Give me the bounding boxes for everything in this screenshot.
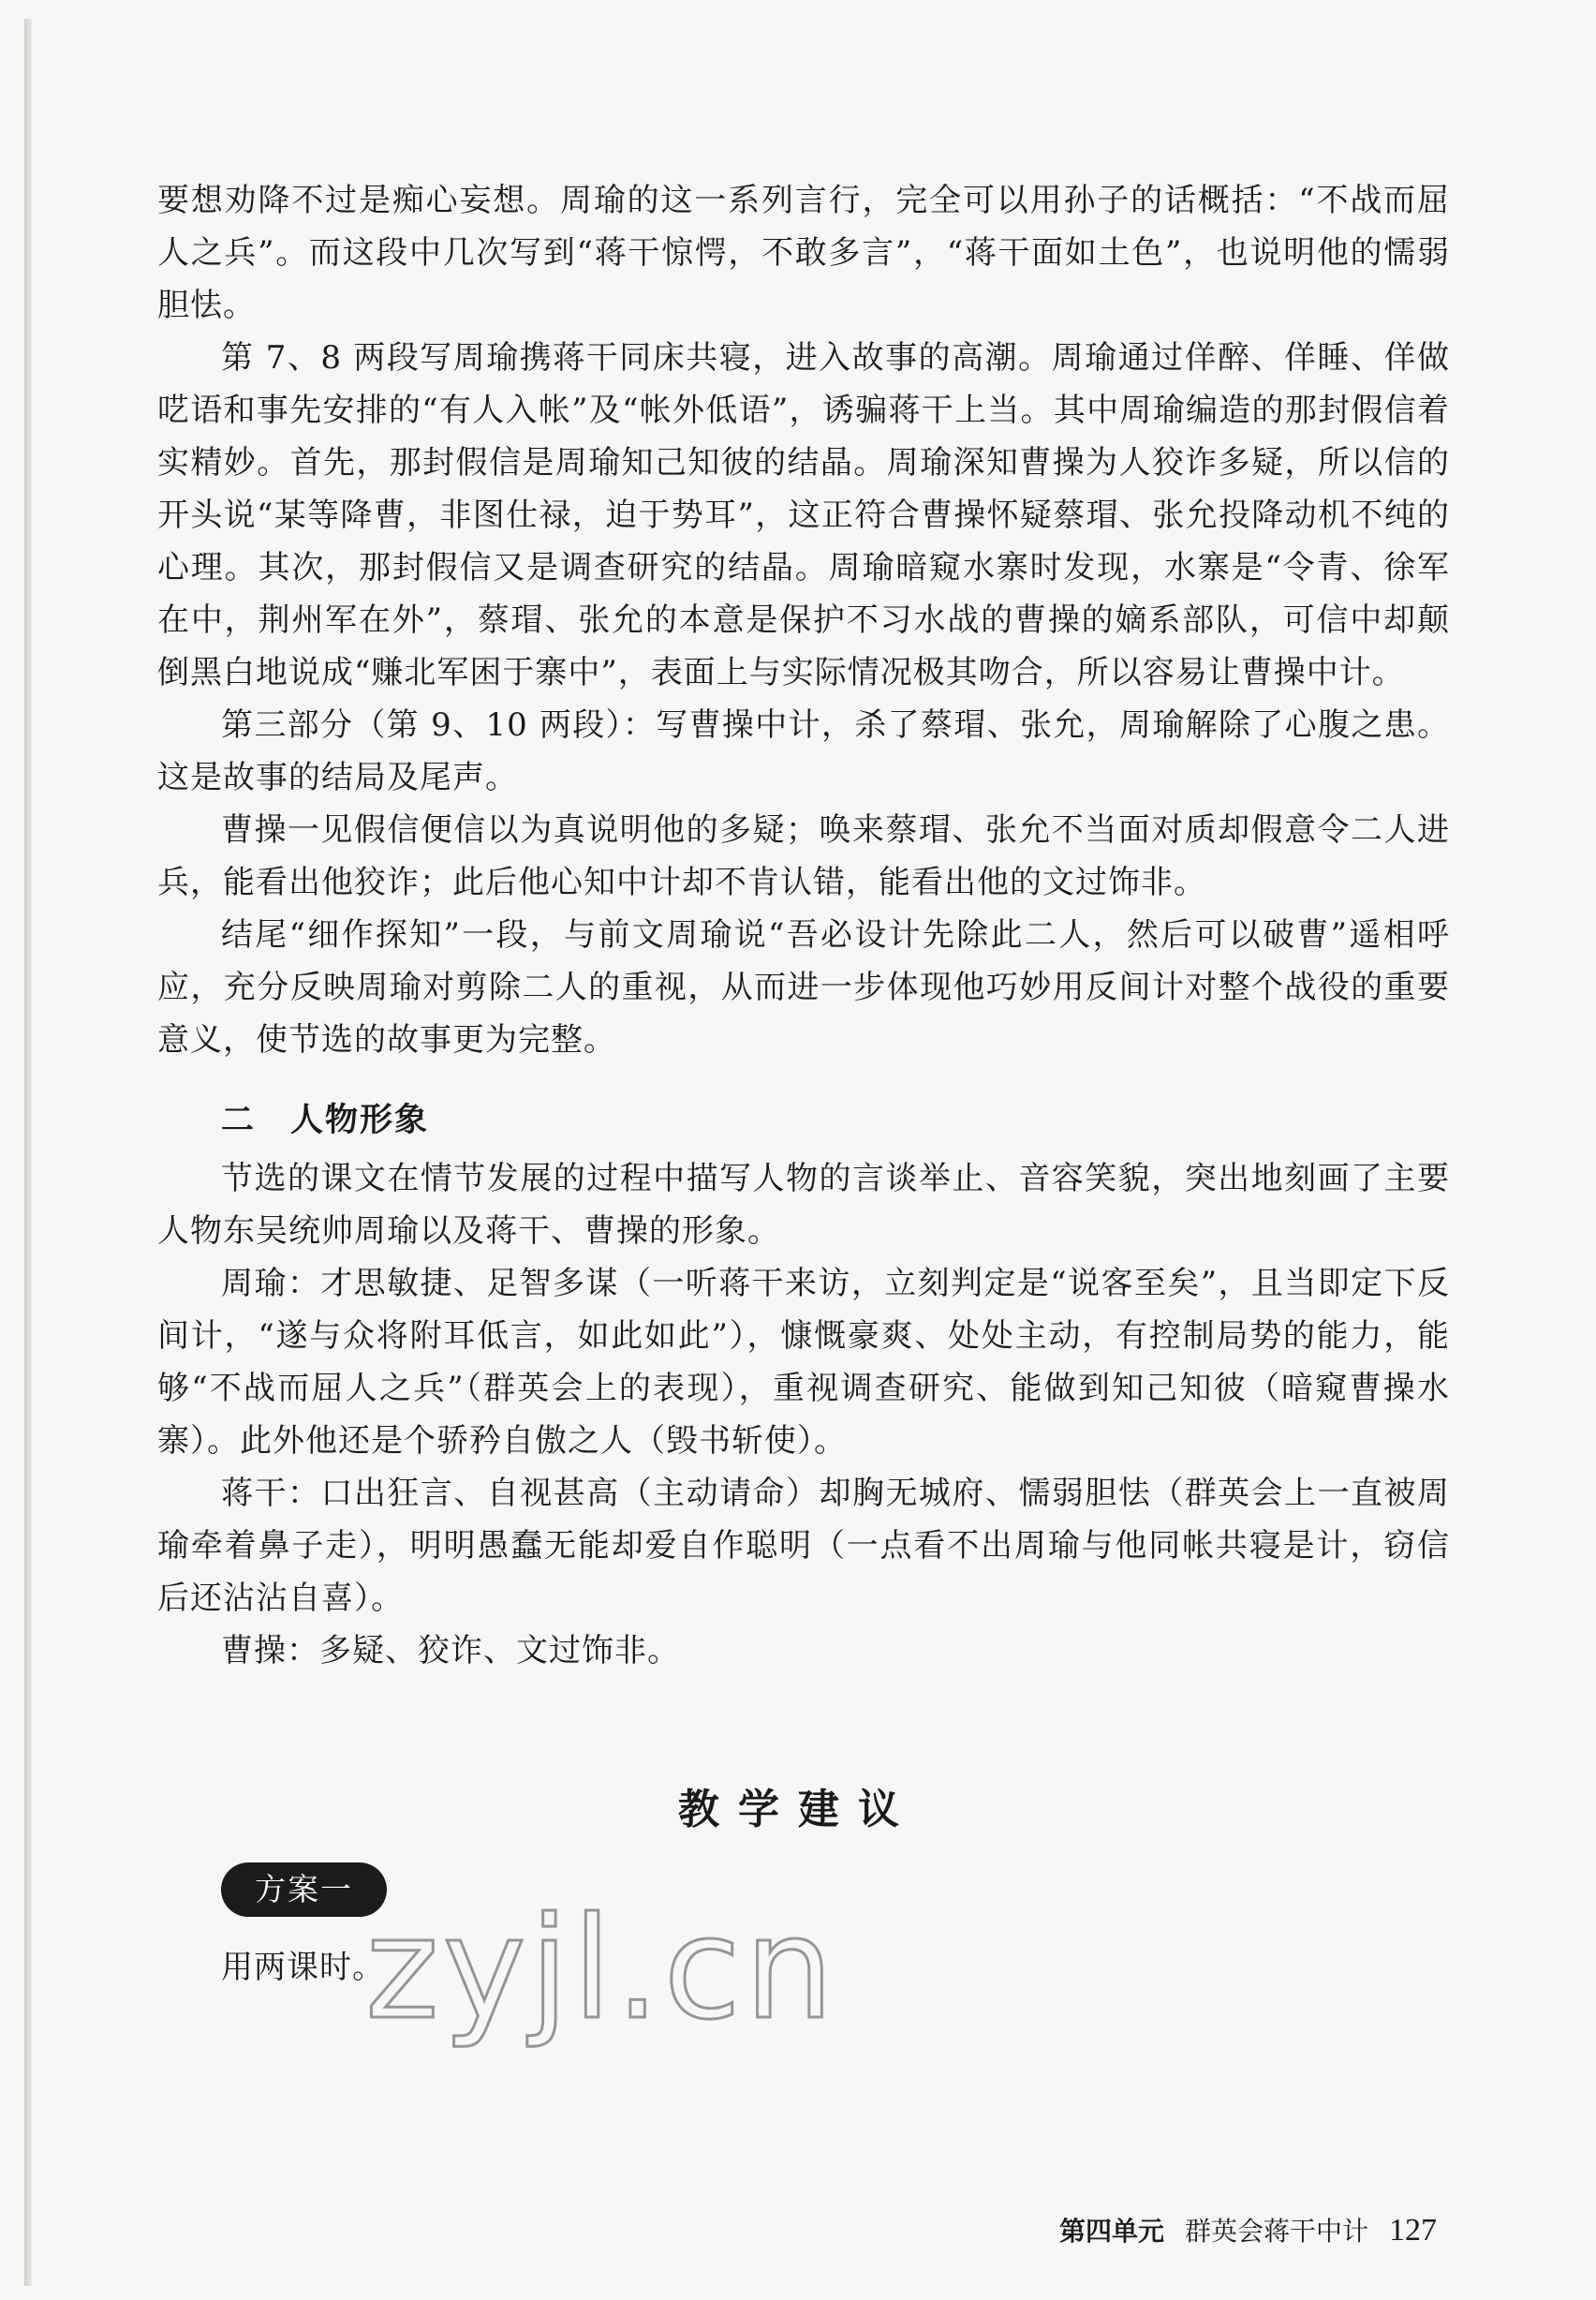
page-footer <box>1059 2211 1437 2248</box>
paragraph: 第三部分（第 9、10 两段）：写曹操中计，杀了蔡瑁、张允，周瑜解除了心腹之患。这是故事的结局及尾声。 <box>157 706 1450 796</box>
book-spine-shadow <box>24 19 32 2286</box>
body-text <box>157 174 1450 1677</box>
paragraph: 曹操一见假信便信以为真说明他的多疑；唤来蔡瑁、张允不当面对质却假意令二人进兵，能看出他狡诈；此后他心知中计却不肯认错，能看出他的文过饰非。 <box>157 811 1450 901</box>
footer-lesson-title: 群英会蒋干中计 <box>1184 2216 1368 2247</box>
page-number: 127 <box>1389 2213 1437 2248</box>
paragraph: 第 7、8 两段写周瑜携蒋干同床共寝，进入故事的高潮。周瑜通过佯醉、佯睡、佯做呓语和事先安排的“有人入帐”及“帐外低语”，诱骗蒋干上当。其中周瑜编造的那封假信着实精妙。首先，那封假信是周瑜知己知彼的结晶。周瑜深知曹操为人狡诈多疑，所以信的开头说“某等降曹，非图仕禄，迫于势耳”，这正符合曹操怀疑蔡瑁、张允投降动机不纯的心理。其次，那封假信又是调查研究的结晶。周瑜暗窥水寨时发现，水寨是“令青、徐军在中，荆州军在外”，蔡瑁、张允的本意是保护不习水战的曹操的嫡系部队，可信中却颠倒黑白地说成“赚北军困于寨中”，表面上与实际情况极其吻合，所以容易让曹操中计。 <box>157 339 1450 691</box>
paragraph: 结尾“细作探知”一段，与前文周瑜说“吾必设计先除此二人，然后可以破曹”遥相呼应，充分反映周瑜对剪除二人的重视，从而进一步体现他巧妙用反间计对整个战役的重要意义，使节选的故事更为完整。 <box>157 916 1450 1059</box>
plan-badge: 方案一 <box>221 1862 387 1917</box>
paragraph: 要想劝降不过是痴心妄想。周瑜的这一系列言行，完全可以用孙子的话概括：“不战而屈人之兵”。而这段中几次写到“蒋干惊愕，不敢多言”，“蒋干面如土色”，也说明他的懦弱胆怯。 <box>157 182 1450 324</box>
footer-unit: 第四单元 <box>1058 2216 1164 2247</box>
lesson-hours-text: 用两课时。 <box>221 1949 385 1986</box>
teaching-suggestions-title: 教学建议 <box>678 1786 918 1833</box>
watermark-logo: zyjl.cn <box>365 1888 838 2051</box>
paragraph: 蒋干：口出狂言、自视甚高（主动请命）却胸无城府、懦弱胆怯（群英会上一直被周瑜牵着鼻子走），明明愚蠢无能却爱自作聪明（一点看不出周瑜与他同帐共寝是计，窃信后还沾沾自喜）。 <box>157 1475 1450 1617</box>
paragraph: 周瑜：才思敏捷、足智多谋（一听蒋干来访，立刻判定是“说客至矣”，且当即定下反间计，“遂与众将附耳低言，如此如此”），慷慨豪爽、处处主动，有控制局势的能力，能够“不战而屈人之兵”（群英会上的表现），重视调查研究、能做到知己知彼（暗窥曹操水寨）。此外他还是个骄矜自傲之人（毁书斩使）。 <box>157 1265 1450 1460</box>
paragraph: 曹操：多疑、狡诈、文过饰非。 <box>221 1632 680 1669</box>
section-heading: 二 人物形象 <box>221 1102 430 1139</box>
paragraph: 节选的课文在情节发展的过程中描写人物的言谈举止、音容笑貌，突出地刻画了主要人物东吴统帅周瑜以及蒋干、曹操的形象。 <box>157 1160 1450 1250</box>
